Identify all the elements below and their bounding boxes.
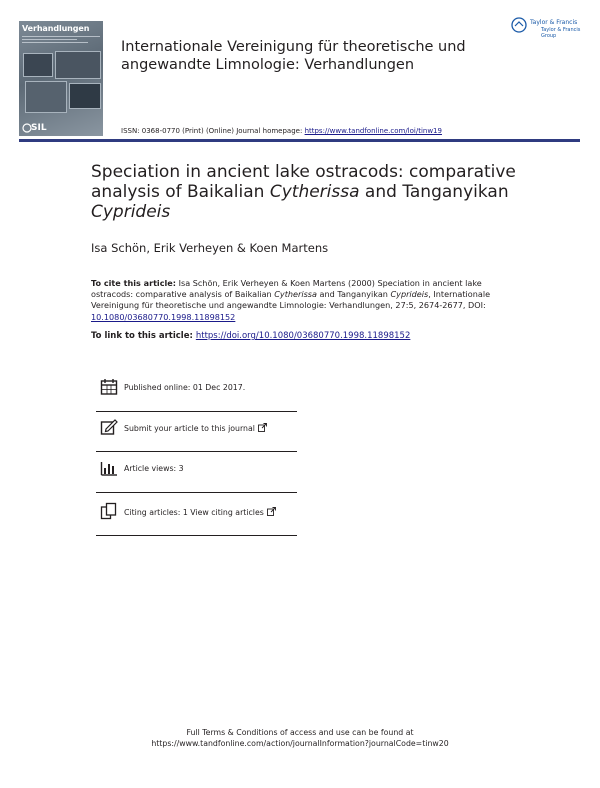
cover-subtitle-lines — [22, 36, 100, 45]
citation-block — [91, 278, 521, 323]
citation-doi-link[interactable]: 10.1080/03680770.1998.11898152 — [91, 311, 236, 322]
submit-article-text: Submit your article to this journal — [124, 424, 255, 433]
link-to-article — [91, 331, 410, 341]
citation-text: , Internationale Vereinigung für theoretische und angewandte Limnologie: Verhandlungen, 27:5, 2674-2677, DOI: — [91, 289, 491, 311]
citation-text: and Tanganyikan — [316, 289, 391, 300]
cover-title: Verhandlungen — [22, 24, 90, 33]
publisher-logo[interactable] — [511, 16, 583, 40]
article-views: Article views: 3 — [124, 464, 184, 473]
article-title-text: and Tanganyikan — [359, 182, 509, 202]
citation-species: Cytherissa — [274, 289, 317, 300]
cover-logo-text: SIL — [31, 123, 47, 133]
published-row — [96, 371, 297, 412]
citing-row[interactable] — [96, 495, 297, 536]
edit-icon — [100, 418, 118, 436]
external-link-icon — [258, 423, 267, 432]
citation-label: To cite this article: — [91, 278, 177, 288]
journal-cover-image[interactable] — [19, 21, 103, 136]
citing-articles-text: Citing articles: 1 View citing articles — [124, 508, 264, 517]
issn-line — [121, 127, 442, 135]
cover-photo — [69, 83, 101, 109]
cover-photo — [25, 81, 67, 113]
publisher-logo-icon — [511, 17, 527, 33]
submit-article-link[interactable] — [124, 423, 267, 433]
issn-text: ISSN: 0368-0770 (Print) (Online) Journal homepage: — [121, 127, 305, 135]
article-title-species: Cyprideis — [91, 202, 171, 222]
bar-chart-icon — [100, 459, 118, 477]
submit-row[interactable] — [96, 411, 297, 452]
cover-photo — [55, 51, 101, 79]
article-doi-link[interactable]: https://doi.org/10.1080/03680770.1998.11898152 — [195, 331, 411, 341]
journal-homepage-link[interactable]: https://www.tandfonline.com/loi/tinw19 — [304, 127, 442, 135]
journal-title[interactable]: Internationale Vereinigung für theoretische und angewandte Limnologie: Verhandlungen — [121, 39, 466, 73]
footer-terms-link[interactable]: https://www.tandfonline.com/action/journalInformation?journalCode=tinw20 — [151, 739, 449, 748]
citation-text: Isa Schön, Erik Verheyen & Koen Martens (2000) Speciation in ancient lake ostracods: comparative analysis of Baikalian — [91, 278, 482, 300]
publisher-group: Taylor & Francis Group — [541, 27, 581, 39]
link-label: To link to this article: — [91, 331, 196, 341]
views-row — [96, 452, 297, 493]
article-title — [91, 162, 541, 222]
article-title-species: Cytherissa — [269, 182, 360, 202]
documents-icon — [100, 502, 118, 520]
external-link-icon — [267, 507, 276, 516]
publisher-name: Taylor & Francis — [530, 19, 578, 26]
footer-terms-text: Full Terms & Conditions of access and use can be found at — [186, 728, 414, 737]
calendar-icon — [100, 378, 118, 396]
published-date: Published online: 01 Dec 2017. — [124, 383, 246, 392]
cover-photo — [23, 53, 53, 77]
citation-species: Cyprideis — [390, 289, 429, 300]
citing-articles-link[interactable] — [124, 507, 276, 517]
article-title-text: Speciation in ancient lake ostracods: comparative analysis of Baikalian — [91, 162, 516, 202]
footer — [0, 727, 600, 749]
authors: Isa Schön, Erik Verheyen & Koen Martens — [91, 241, 329, 255]
header-divider — [19, 139, 580, 142]
